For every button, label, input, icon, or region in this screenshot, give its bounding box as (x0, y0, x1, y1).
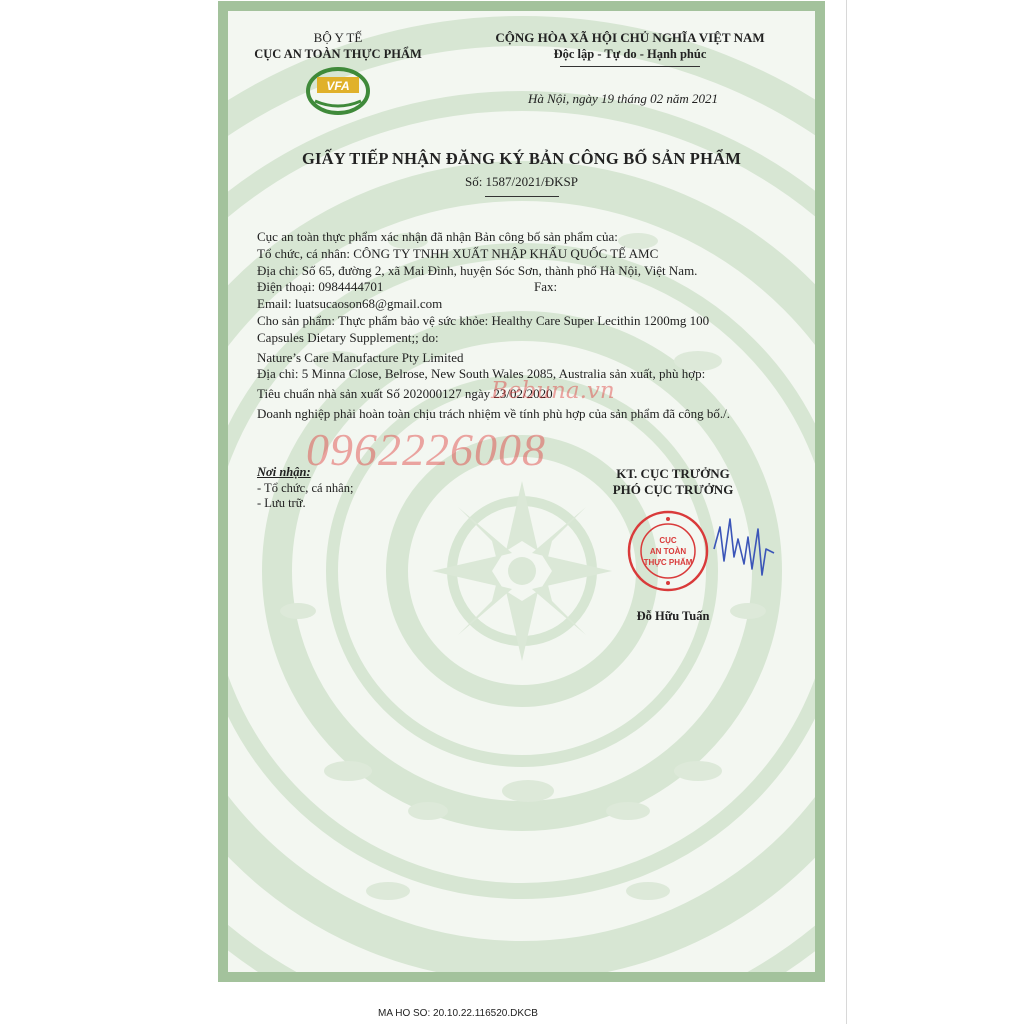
certificate-paper (228, 11, 815, 972)
signer-block (558, 466, 788, 498)
document-title: GIẤY TIẾP NHẬN ĐĂNG KÝ BẢN CÔNG BỐ SẢN PHẨM (301, 149, 741, 168)
national-motto: Độc lập - Tự do - Hạnh phúc (553, 47, 707, 61)
standard-line: Tiêu chuẩn nhà sản xuất Số 202000127 ngày 23/02/2020 (257, 386, 553, 402)
recipient-item: - Tổ chức, cá nhân; (257, 480, 354, 495)
stamp-text-line: THỰC PHẨM (643, 558, 693, 567)
recipient-item: - Lưu trữ. (257, 496, 306, 510)
certificate-document (218, 1, 825, 982)
email-line: Email: luatsucaoson68@gmail.com (257, 296, 443, 312)
signer-title-1: KT. CỤC TRƯỞNG (616, 466, 730, 481)
recipients-label: Nơi nhận: (257, 465, 311, 479)
issue-date: Hà Nội, ngày 19 tháng 02 năm 2021 (528, 91, 718, 106)
organization-line: Tổ chức, cá nhân: CÔNG TY TNHH XUẤT NHẬP KHẨU QUỐC TẾ AMC (257, 245, 659, 261)
fax-text: Fax: (534, 279, 558, 295)
signer-name: Đỗ Hữu Tuấn (636, 609, 710, 623)
phone-text: Điện thoại: 0984444701 (257, 279, 384, 295)
responsibility-line: Doanh nghiệp phải hoàn toàn chịu trách nhiệm về tính phù hợp của sản phẩm đã công bố./. (257, 405, 730, 421)
signer-title-2: PHÓ CỤC TRƯỞNG (612, 482, 734, 497)
stamp-text-line: AN TOÀN (649, 547, 687, 556)
page-edge-divider (846, 0, 847, 1024)
handwritten-signature (708, 509, 778, 589)
address-line: Địa chỉ: Số 65, đường 2, xã Mai Đình, huyện Sóc Sơn, thành phố Hà Nội, Việt Nam. (257, 262, 698, 278)
republic-name: CỘNG HÒA XÃ HỘI CHỦ NGHĨA VIỆT NAM (495, 30, 765, 45)
ministry-name: BỘ Y TẾ (313, 30, 363, 45)
stamp-text-line: CỤC (659, 536, 677, 545)
number-underline (485, 196, 559, 197)
watermark-brand: Bebuna.vn (491, 378, 615, 404)
intro-line: Cục an toàn thực phẩm xác nhận đã nhận Bản công bố sản phẩm của: (257, 229, 618, 244)
watermark-phone: 0962226008 (306, 424, 546, 475)
manufacturer-address-line: Địa chỉ: 5 Minna Close, Belrose, New South Wales 2085, Australia sản xuất, phù hợp: (257, 366, 706, 382)
issuer-header (238, 29, 438, 117)
motto-underline (560, 66, 700, 67)
product-line-1: Cho sản phẩm: Thực phẩm bảo vệ sức khỏe: Healthy Care Super Lecithin 1200mg 100 (257, 312, 710, 328)
product-line-2: Capsules Dietary Supplement;; do: (257, 329, 439, 345)
manufacturer-line: Nature’s Care Manufacture Pty Limited (257, 349, 464, 365)
vfa-logo (303, 61, 373, 117)
phone-fax-line (257, 279, 802, 296)
official-red-stamp (626, 509, 710, 593)
document-number: Số: 1587/2021/ĐKSP (464, 174, 579, 189)
vfa-logo-text: VFA (326, 79, 350, 93)
national-header (460, 29, 800, 67)
agency-name: CỤC AN TOÀN THỰC PHẨM (254, 47, 422, 61)
dossier-code: MA HO SO: 20.10.22.116520.DKCB (378, 1008, 538, 1019)
